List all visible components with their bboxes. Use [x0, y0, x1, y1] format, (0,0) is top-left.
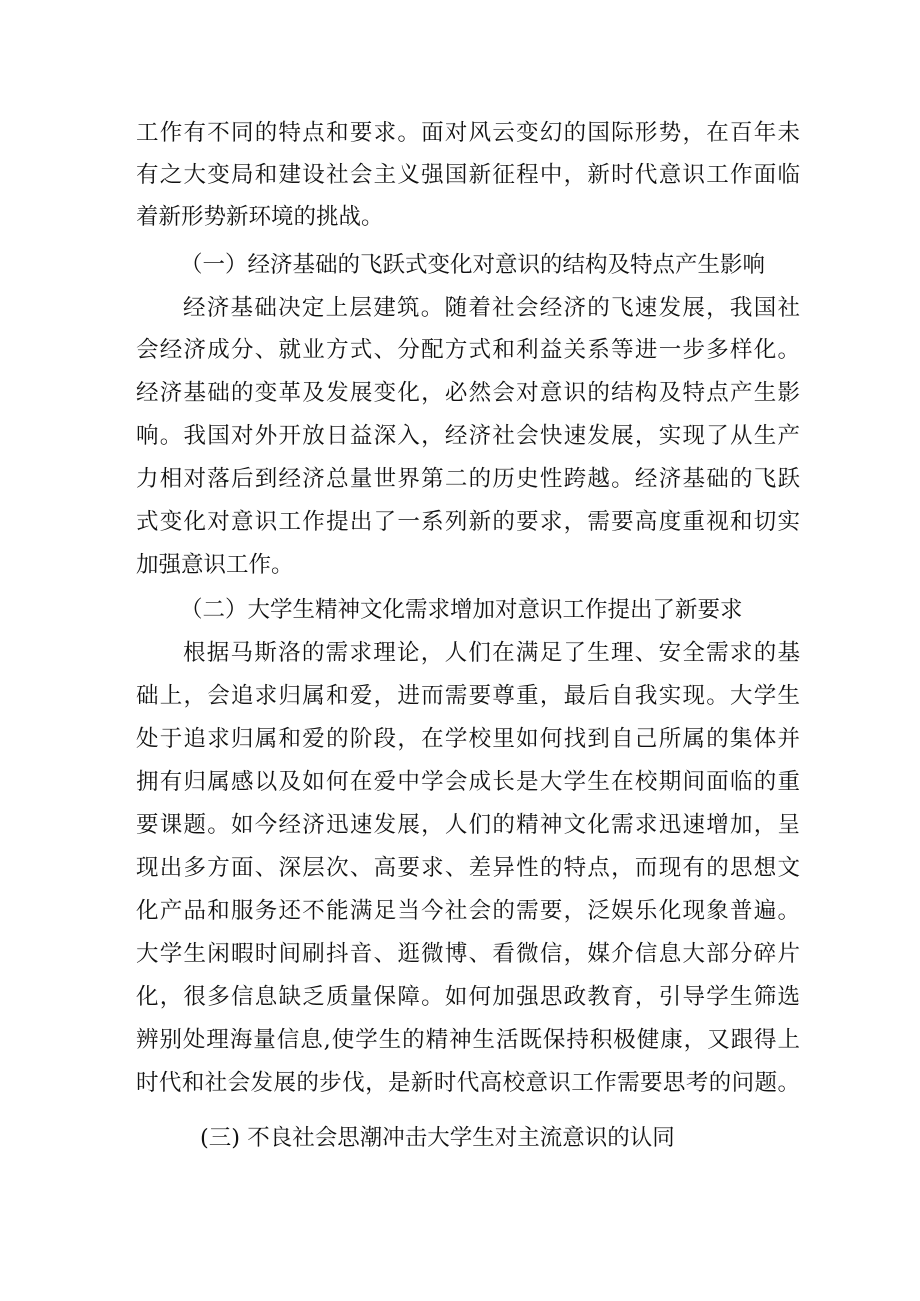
paragraph-line: 有之大变局和建设社会主义强国新征程中，新时代意识工作面临	[136, 162, 800, 188]
paragraph-line: 着新形势新环境的挑战。	[136, 204, 384, 230]
paragraph-line: 础上，会追求归属和爱，进而需要尊重，最后自我实现。大学生	[136, 683, 800, 709]
paragraph-line: 经济基础的变革及发展变化，必然会对意识的结构及特点产生影	[136, 380, 800, 406]
paragraph-line: 时代和社会发展的步伐，是新时代高校意识工作需要思考的问题。	[136, 1070, 800, 1096]
paragraph-line: 经济基础决定上层建筑。随着社会经济的飞速发展，我国社	[183, 295, 800, 321]
paragraph-line: 化产品和服务还不能满足当今社会的需要，泛娱乐化现象普遍。	[136, 898, 800, 924]
section-heading-2: （二）大学生精神文化需求增加对意识工作提出了新要求	[180, 597, 743, 623]
paragraph-line: 现出多方面、深层次、高要求、差异性的特点，而现有的思想文	[136, 855, 800, 881]
paragraph-line: 处于追求归属和爱的阶段，在学校里如何找到自己所属的集体并	[136, 726, 800, 752]
paragraph-line: 辨别处理海量信息,使学生的精神生活既保持积极健康，又跟得上	[136, 1027, 800, 1053]
paragraph-line: 会经济成分、就业方式、分配方式和利益关系等进一步多样化。	[136, 337, 800, 363]
paragraph-line: 大学生闲暇时间刷抖音、逛微博、看微信，媒介信息大部分碎片	[136, 941, 800, 967]
paragraph-line: 加强意识工作。	[136, 552, 294, 578]
section-heading-3: (三) 不良社会思潮冲击大学生对主流意识的认同	[200, 1125, 675, 1151]
paragraph-line: 响。我国对外开放日益深入，经济社会快速发展，实现了从生产	[136, 423, 800, 449]
paragraph-line: 要课题。如今经济迅速发展，人们的精神文化需求迅速增加，呈	[136, 812, 800, 838]
paragraph-line: 拥有归属感以及如何在爱中学会成长是大学生在校期间面临的重	[136, 769, 800, 795]
paragraph-line: 根据马斯洛的需求理论，人们在满足了生理、安全需求的基	[183, 640, 800, 666]
paragraph-line: 工作有不同的特点和要求。面对风云变幻的国际形势，在百年未	[136, 120, 800, 146]
paragraph-line: 式变化对意识工作提出了一系列新的要求，需要高度重视和切实	[136, 509, 800, 535]
paragraph-line: 力相对落后到经济总量世界第二的历史性跨越。经济基础的飞跃	[136, 466, 800, 492]
section-heading-1: （一）经济基础的飞跃式变化对意识的结构及特点产生影响	[180, 252, 766, 278]
paragraph-line: 化，很多信息缺乏质量保障。如何加强思政教育，引导学生筛选	[136, 984, 800, 1010]
